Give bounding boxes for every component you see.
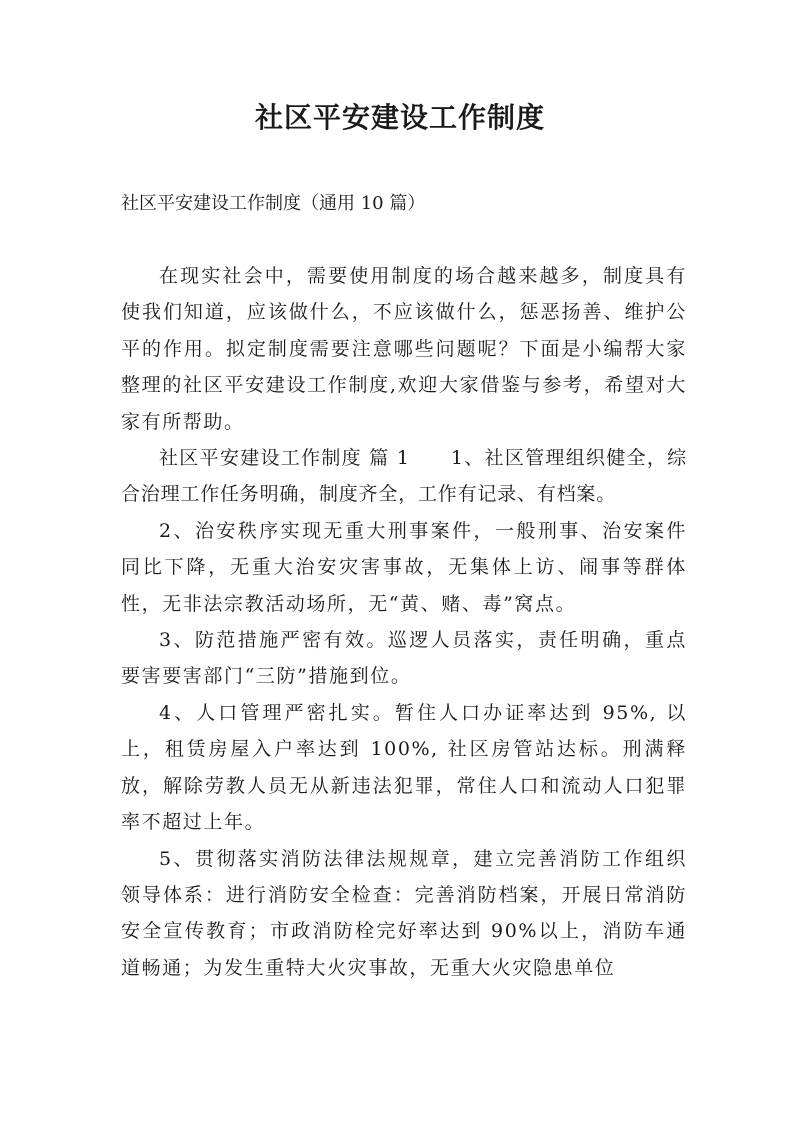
intro-paragraph: 在现实社会中，需要使用制度的场合越来越多，制度具有使我们知道，应该做什么，不应该做什么，惩恶扬善、维护公平的作用。拟定制度需要注意哪些问题呢？下面是小编帮大家整理的社区平安建设工作制度,欢迎大家借鉴与参考，希望对大家有所帮助。 [121, 265, 687, 433]
article-1-paragraph: 社区平安建设工作制度 篇 1 1、社区管理组织健全，综合治理工作任务明确，制度齐全，工作有记录、有档案。 [121, 447, 687, 506]
article-5-paragraph: 5、贯彻落实消防法律法规规章，建立完善消防工作组织领导体系：进行消防安全检查：完善消防档案，开展日常消防安全宣传教育；市政消防栓完好率达到 90%以上，消防车通道畅通；为发生重特大火灾事故，无重大火灾隐患单位 [121, 847, 687, 979]
article-2-paragraph: 2、治安秩序实现无重大刑事案件，一般刑事、治安案件同比下降，无重大治安灾害事故，无集体上访、闹事等群体性，无非法宗教活动场所，无“黄、赌、毒”窝点。 [121, 519, 687, 615]
article-4-paragraph: 4、人口管理严密扎实。暂住人口办证率达到 95%, 以上，租赁房屋入户率达到 100%, 社区房管站达标。刑满释放，解除劳教人员无从新违法犯罪，常住人口和流动人口犯罪率不超过上年。 [121, 701, 687, 834]
document-body [121, 258, 687, 986]
document-subtitle: 社区平安建设工作制度（通用 10 篇） [121, 193, 426, 214]
document-title: 社区平安建设工作制度 [254, 101, 545, 134]
article-3-paragraph: 3、防范措施严密有效。巡逻人员落实，责任明确，重点要害要害部门“三防”措施到位。 [121, 629, 687, 688]
